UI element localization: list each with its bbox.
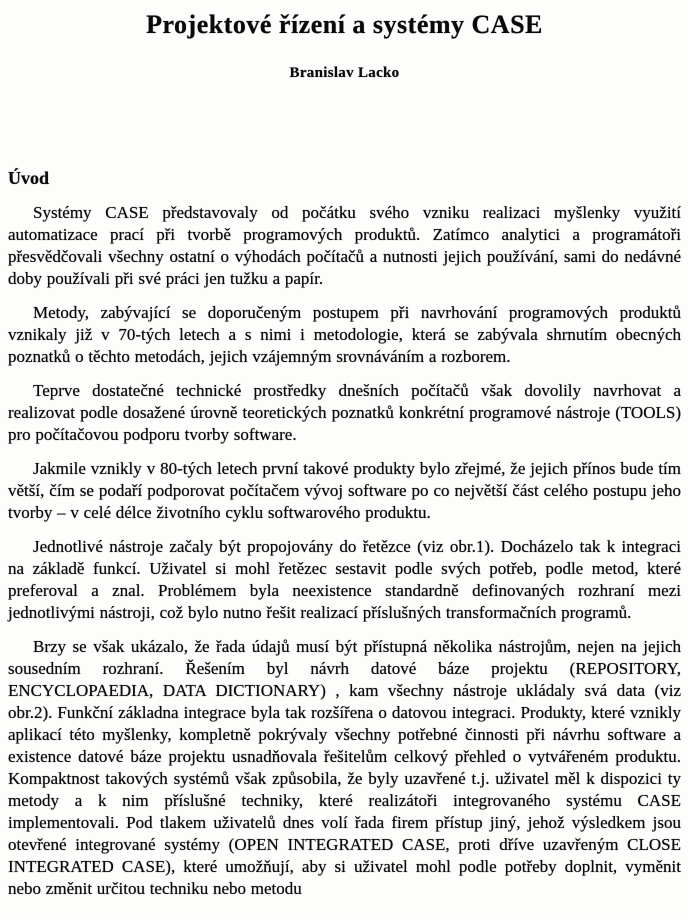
page-title: Projektové řízení a systémy CASE (146, 10, 543, 39)
paragraph-2: Metody, zabývající se doporučeným postupem při navrhování programových produktů vznikaly již v 70-tých letech a s nimi i metodologie, která se zabývala shrnutím obecných poznatků o těchto metodách, jejich vzájemným srovnáváním a rozborem. (8, 303, 681, 366)
paragraph-6: Brzy se však ukázalo, že řada údajů musí být přístupná několika nástrojům, nejen na jejich sousedním rozhraní. Řešením byl návrh datové báze projektu (REPOSITORY, ENCYCLOPAEDIA, DATA DICTIONARY) , kam všechny nástroje ukládaly svá data (viz obr.2). Funkční základna integrace byla tak rozšířena o datovou integraci. Produkty, které vznikly aplikací této myšlenky, kompletně pokrývaly všechny potřebné činnosti při návrhu software a existence datové báze projektu usnadňovala řešitelům celkový přehled o vytvářeném produktu. Kompaktnost takových systémů však způsobila, že byly uzavřené t.j. uživatel měl k dispozici ty metody a k nim příslušné techniky, které realizátoři integrovaného systému CASE implementovali. Pod tlakem uživatelů dnes volí řada firem přístup jiný, jehož výsledkem jsou otevřené integrované systémy (OPEN INTEGRATED CASE, proti dříve uzavřeným CLOSE INTEGRATED CASE), které umožňují, aby si uživatel mohl podle potřeby doplnit, vyměnit nebo změnit určitou techniku nebo metodu (8, 637, 681, 898)
paragraph-1: Systémy CASE představovaly od počátku svého vzniku realizaci myšlenky využití automatizace prací při tvorbě programových produktů. Zatímco analytici a programátoři přesvědčovali všechny ostatní o výhodách počítačů a nutnosti jejich používání, sami do nedávné doby používali při své práci jen tužku a papír. (8, 203, 681, 288)
author-name: Branislav Lacko (289, 65, 400, 81)
paragraph-3: Teprve dostatečné technické prostředky dnešních počítačů však dovolily navrhovat a realizovat podle dosažené úrovně teoretických poznatků konkrétní programové nástroje (TOOLS) pro počítačovou podporu tvorby software. (8, 381, 681, 444)
paragraph-5: Jednotlivé nástroje začaly být propojovány do řetězce (viz obr.1). Docházelo tak k integraci na základě funkcí. Uživatel si mohl řetězec sestavit podle svých potřeb, podle metod, které preferoval a znal. Problémem byla neexistence standardně definovaných rozhraní mezi jednotlivými nástroji, což bylo nutno řešit realizací příslušných transformačních programů. (8, 537, 681, 622)
section-heading-uvod: Úvod (8, 168, 50, 188)
paragraph-4: Jakmile vznikly v 80-tých letech první takové produkty bylo zřejmé, že jejich přínos bude tím větší, čím se podaří podporovat počítačem vývoj software po co největší část celého postupu jeho tvorby – v celé délce životního cyklu softwarového produktu. (8, 459, 681, 522)
body-text (8, 202, 681, 900)
